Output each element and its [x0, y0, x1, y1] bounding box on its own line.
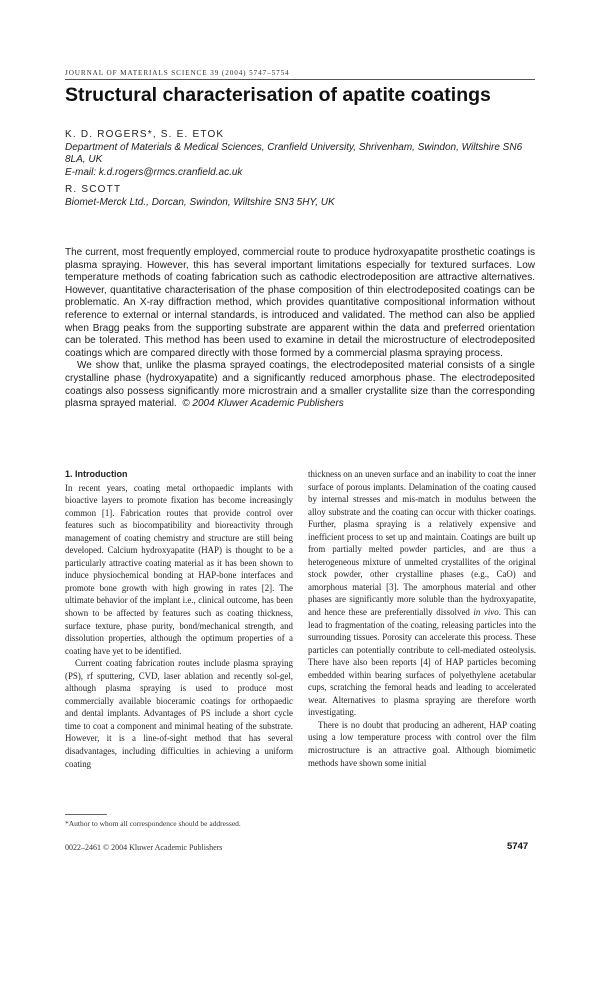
body-column-left [65, 468, 293, 770]
authors-line-1: K. D. ROGERS*, S. E. ETOK [65, 129, 225, 140]
affiliation-1: Department of Materials & Medical Sciences, Cranfield University, Shrivenham, Swindon, Wiltshire SN6 8LA, UK [65, 141, 523, 166]
intro-paragraph-3: There is no doubt that producing an adherent, HAP coating using a low temperature process with control over the film microstructure is an attractive goal. Although biomimetic methods have shown some initial [308, 719, 536, 768]
author-block-1 [65, 129, 545, 179]
paragraph-text-a: thickness on an uneven surface and an inability to coat the inner surface of porous implants. Delamination of the coating caused by internal stresses and mis-match in modulus between the alloy substrate and the coating can occur with thicker coatings. Further, plasma spraying is a relatively expensive and inefficient process to set up and maintain. Coatings are built up from partially melted powder particles, and are thus a heterogeneous mixture of unmelted crystallites of the original stock powder, other crystalline phases (e.g., CaO) and amorphous material [3]. The amorphous material and other phases are significantly more soluble than the hydroxyapatite, and hence these are preferentially dissolved [308, 469, 536, 618]
body-column-right [308, 468, 536, 769]
abstract [65, 247, 535, 411]
page-number: 5747 [507, 841, 529, 852]
journal-header: JOURNAL OF MATERIALS SCIENCE 39 (2004) 5747–5754 [65, 69, 290, 77]
section-heading-introduction: 1. Introduction [65, 469, 128, 479]
footnote-rule [65, 814, 107, 815]
abstract-copyright: © 2004 Kluwer Academic Publishers [182, 398, 344, 410]
paragraph-text-b: . This can lead to fragmentation of the coating, releasing particles into the surrounding tissues. Porosity can accelerate this process. These particles can potentially contribute to cell-mediated osteolysis. There have also been reports [4] of HAP particles becoming embedded within bearing surfaces of polyethylene acetabular cups, scratching the femoral heads and leading to accelerated wear. Alternatives to plasma spraying are therefore worth investigating. [308, 607, 537, 718]
abstract-paragraph-1: The current, most frequently employed, commercial route to produce hydroxyapatite prosthetic coatings is plasma spraying. However, this has several important limitations especially for textured surfaces. Low temperature methods of coating fabrication such as cathodic electrodeposition are attractive alternatives. However, quantitative characterisation of the phase composition of thin electrodeposited coatings can be problematic. An X-ray diffraction method, which provides quantitative compositional information without reference to external or internal standards, is introduced and validated. The method can also be applied when Bragg peaks from the supporting substrate are apparent within the data and preferred orientation can be tolerated. This method has been used to examine in detail the microstructure of electrodeposited coatings which are compared directly with those formed by a commercial plasma spraying process. [65, 247, 535, 359]
author-block-2 [65, 184, 545, 209]
intro-paragraph-1: In recent years, coating metal orthopaedic implants with bioactive layers to promote fixation has become increasingly common [1]. Fabrication routes that provide control over features such as biocompatibility and bioreactivity through management of coating chemistry and structure are still being developed. Calcium hydroxyapatite (HAP) is thought to be a particularly attractive coating material as it has been shown to induce physiochemical bonding at HAP-bone interfaces and promote bone growth with high growing in rates [2]. The ultimate behavior of the implant i.e., clinical outcome, has been shown to be affected by features such as coating thickness, surface texture, phase purity, bond/mechanical strength, and dissolution properties, although the optimum properties of a coating have yet to be identified. [65, 482, 293, 656]
intro-paragraph-2-continued [308, 468, 536, 719]
article-title: Structural characterisation of apatite coatings [65, 84, 491, 106]
abstract-paragraph-2-text: We show that, unlike the plasma sprayed coatings, the electrodeposited material consists of a single crystalline phase (hydroxyapatite) and a significantly reduced amorphous phase. The electrodeposited coatings also possess significantly more microstrain and a smaller crystallite size than the corresponding plasma sprayed material. [65, 360, 535, 410]
email-line: E-mail: k.d.rogers@rmcs.cranfield.ac.uk [65, 166, 243, 178]
footnote: *Author to whom all correspondence should be addressed. [65, 819, 241, 828]
header-rule [65, 79, 535, 80]
intro-paragraph-2: Current coating fabrication routes include plasma spraying (PS), rf sputtering, CVD, laser ablation and recently sol-gel, although plasma spraying is used to produce most commercially available bioceramic coatings for orthopaedic and dental implants. Advantages of PS include a short cycle time to coat a component and minimal heating of the substrate. However, it is a line-of-sight method that has several disadvantages, including difficulties in achieving a uniform coating [65, 658, 293, 769]
in-vivo-italic: in vivo [473, 607, 499, 618]
affiliation-2: Biomet-Merck Ltd., Dorcan, Swindon, Wiltshire SN3 5HY, UK [65, 196, 335, 208]
authors-line-2: R. SCOTT [65, 184, 122, 195]
abstract-paragraph-2 [65, 360, 535, 410]
footer-issn: 0022–2461 © 2004 Kluwer Academic Publishers [65, 843, 223, 852]
